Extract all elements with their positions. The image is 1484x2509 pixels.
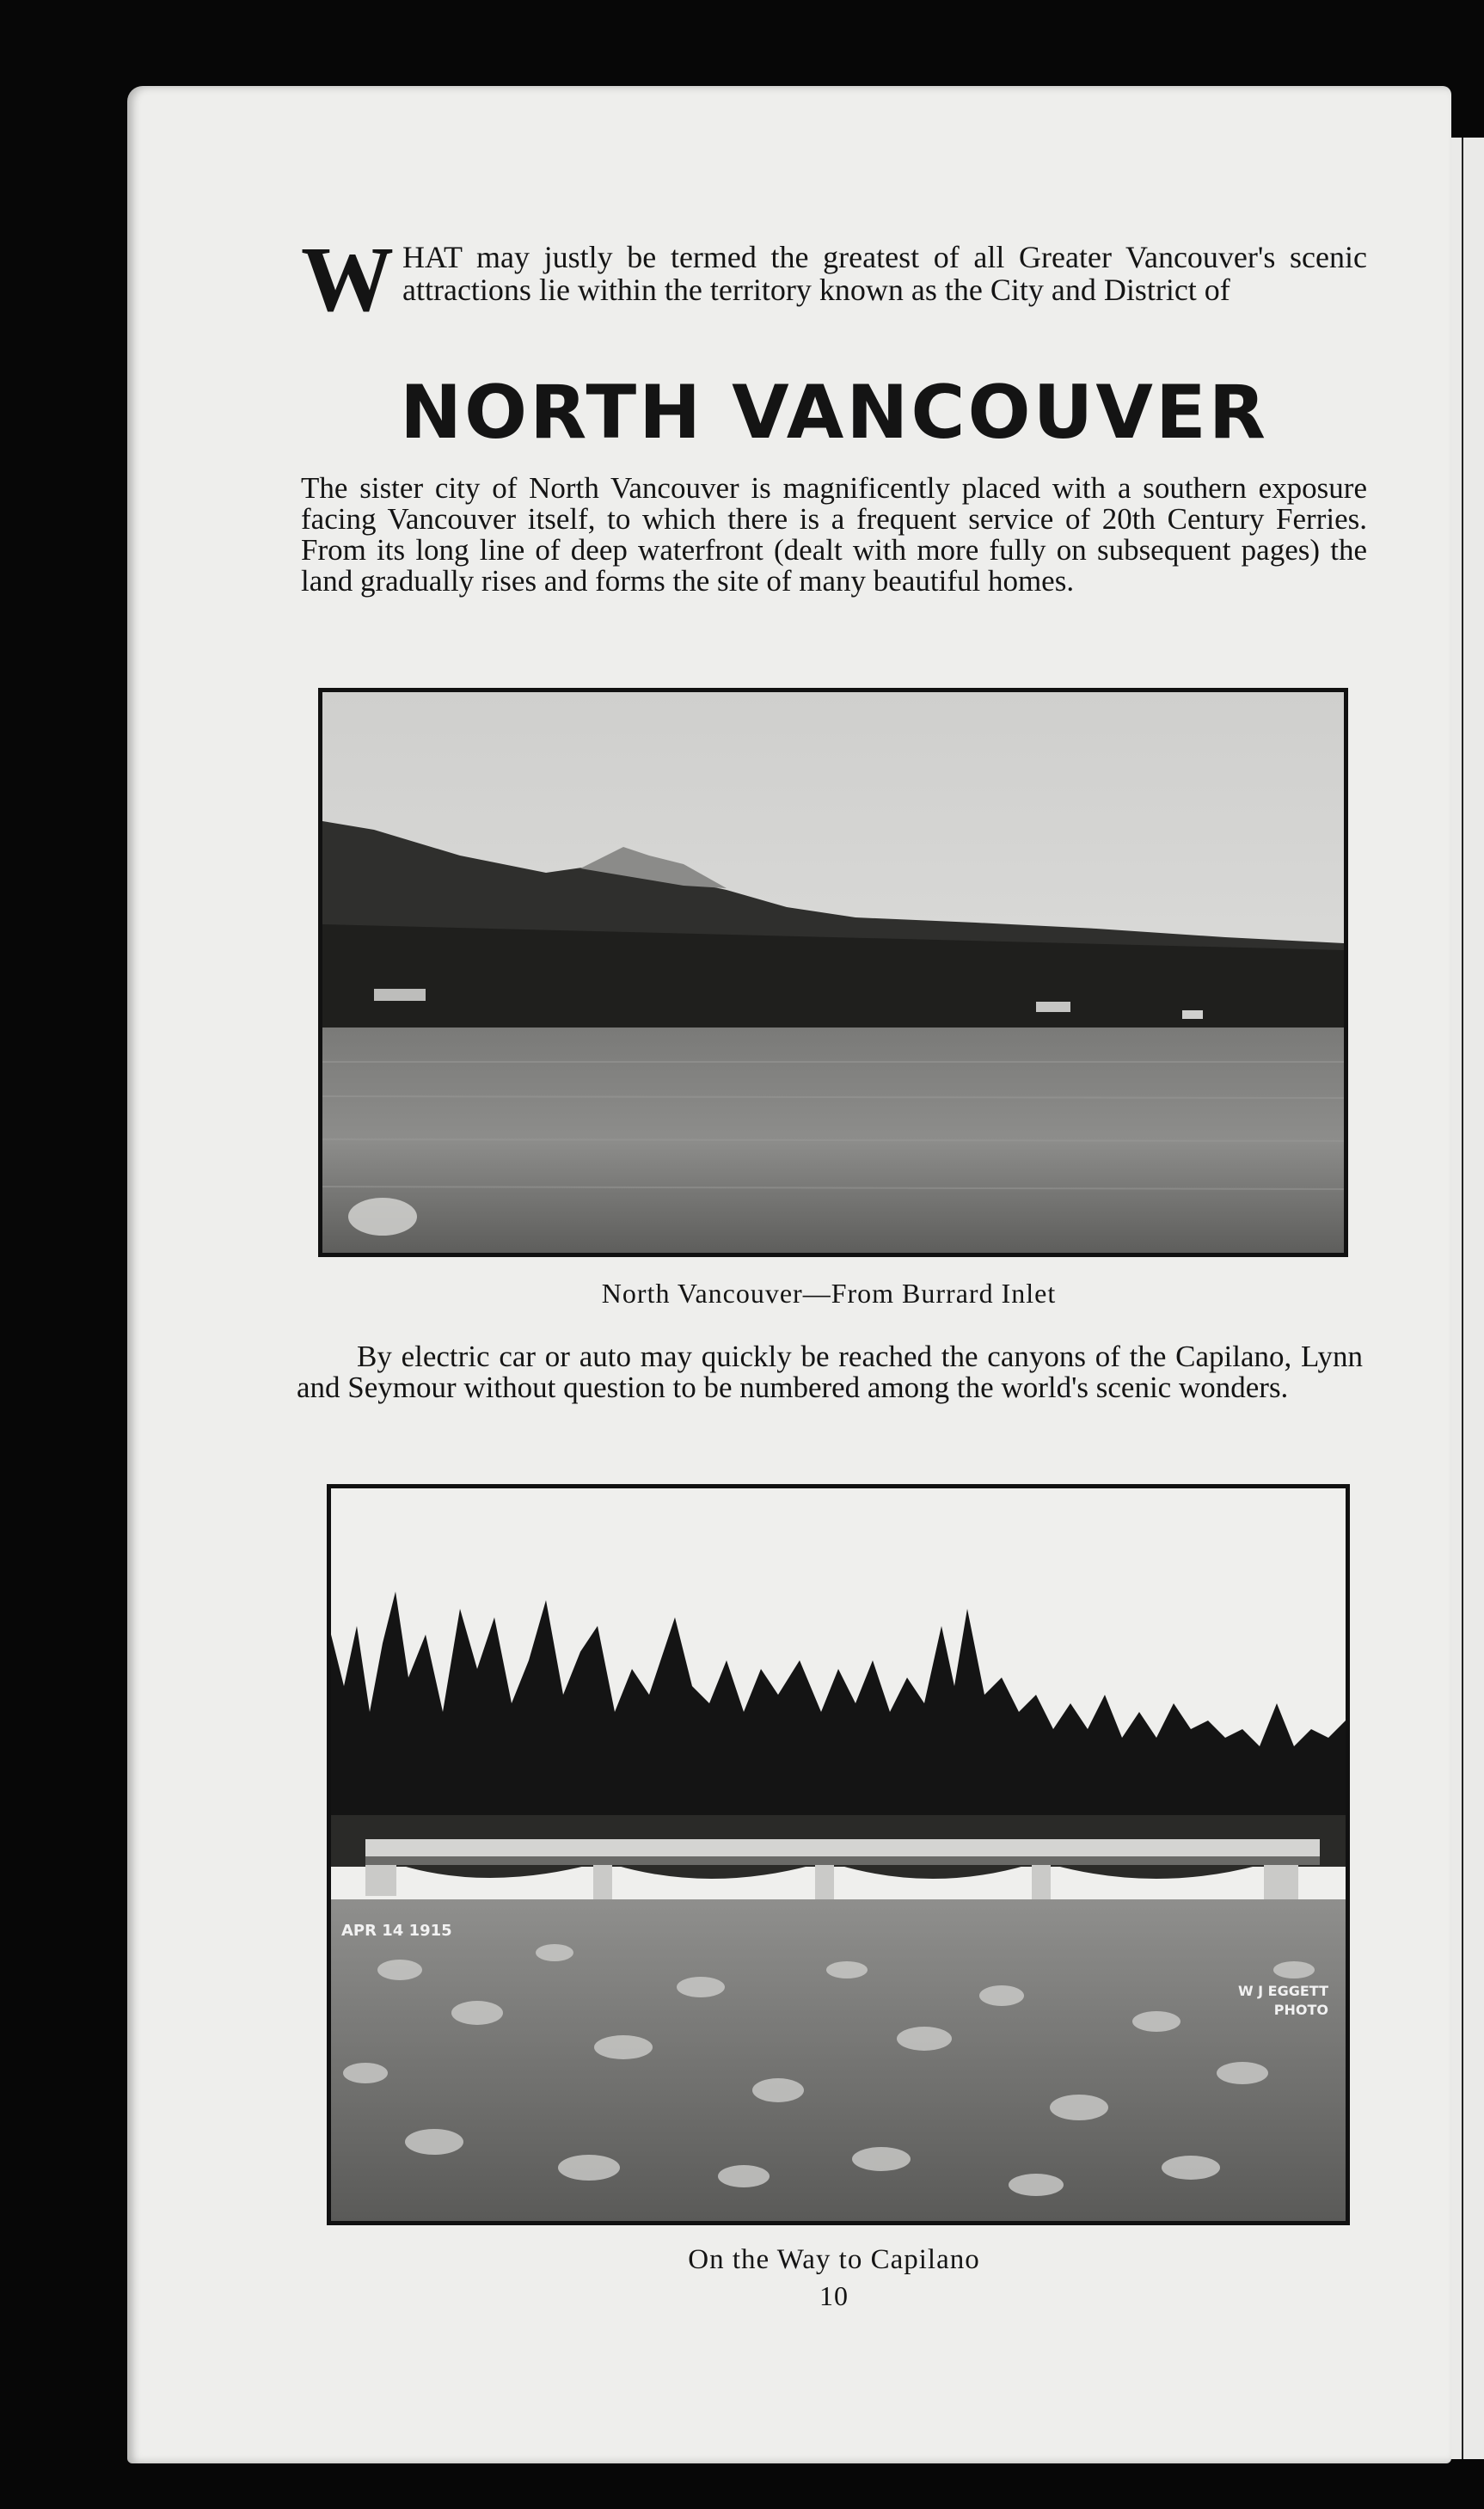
paragraph-canyons-text: By electric car or auto may quickly be reached the canyons of the Capilano, Lynn and Seymour without question to be numbered among the world's scenic wonders.	[297, 1340, 1363, 1404]
photo-capilano-bridge-image	[331, 1488, 1346, 2221]
intro-paragraph	[301, 229, 1367, 331]
page-number: 10	[819, 2280, 849, 2311]
photo-credit-line2: PHOTO	[1273, 2002, 1328, 2018]
binding-gutter	[1462, 138, 1463, 2459]
photo-capilano-caption: On the Way to Capilano	[688, 2244, 980, 2275]
photo-credit-line1: W J EGGETT	[1237, 1983, 1328, 1999]
paragraph-sister-city: The sister city of North Vancouver is magnificently placed with a southern exposure facing Vancouver itself, to which there is a frequent service of 20th Century Ferries. From its long line of deep waterfront (dealt with more fully on subsequent pages) the land gradually rises and forms the site of many beautiful homes.	[301, 471, 1367, 598]
photo-north-vancouver	[318, 688, 1348, 1257]
drop-cap: W	[301, 229, 394, 331]
facing-page-edge	[1450, 138, 1484, 2459]
photo-capilano-bridge	[327, 1484, 1350, 2225]
page-heading: NORTH VANCOUVER	[400, 370, 1268, 456]
intro-text: HAT may justly be termed the greatest of all Greater Vancouver's scenic attractions lie within the territory known as the City and District of	[402, 240, 1367, 307]
photo-north-vancouver-caption: North Vancouver—From Burrard Inlet	[601, 1278, 1057, 1309]
photo-north-vancouver-image	[322, 692, 1344, 1253]
paragraph-canyons	[297, 1341, 1363, 1403]
photo-date-stamp: APR 14 1915	[341, 1922, 452, 1940]
